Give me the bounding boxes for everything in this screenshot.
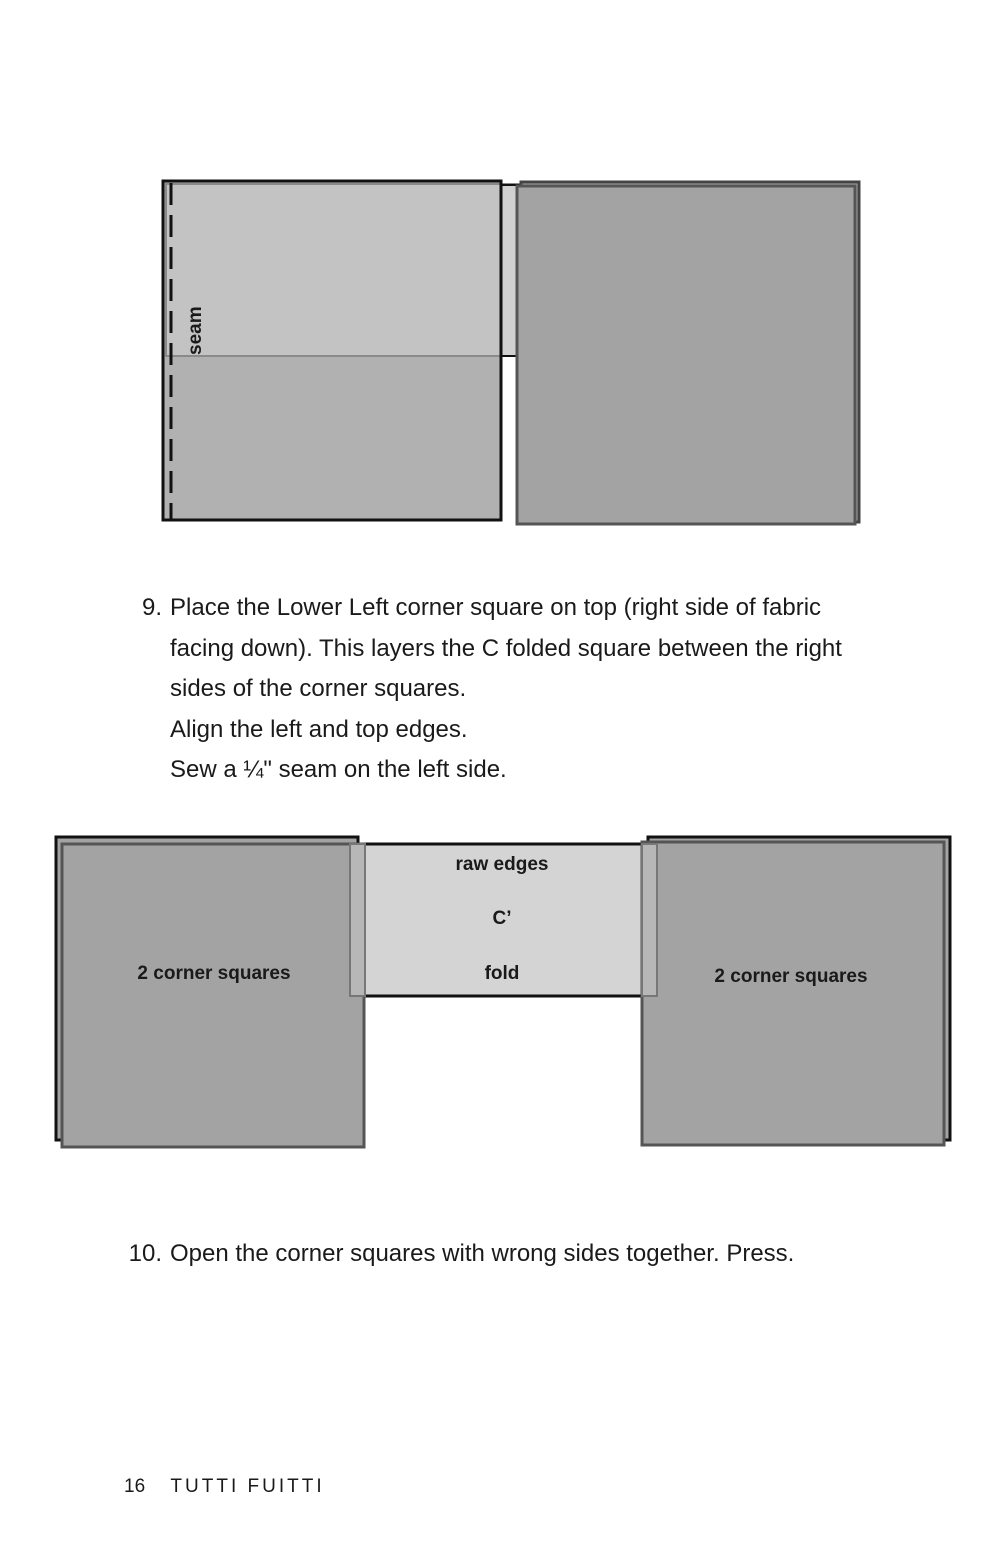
c-folded-square	[166, 184, 520, 356]
page-number: 16	[124, 1476, 146, 1497]
step-9-line-3: sides of the corner squares.	[170, 675, 467, 702]
upper-right-square	[517, 186, 855, 524]
c-prime-label: C’	[492, 908, 512, 929]
step-9	[120, 588, 900, 791]
step-10-number: 10.	[128, 1240, 162, 1267]
book-title: TUTTI FUITTI	[170, 1476, 325, 1497]
fold-label: fold	[484, 963, 520, 984]
seam-label: seam	[185, 306, 206, 355]
step-9-line-5: Sew a ¼" seam on the left side.	[170, 756, 507, 783]
right-corner-square-front	[642, 842, 944, 1145]
page-footer	[124, 1476, 325, 1498]
right-corner-squares-label: 2 corner squares	[714, 966, 868, 987]
top-diagram	[0, 170, 1000, 540]
raw-edges-label: raw edges	[455, 854, 549, 875]
step-9-line-4: Align the left and top edges.	[170, 715, 468, 743]
step-9-line-1: Place the Lower Left corner square on top (right side of fabric	[170, 594, 822, 621]
step-9-line-2: facing down). This layers the C folded square between the right	[170, 634, 842, 662]
left-corner-square-front	[62, 844, 364, 1147]
bottom-diagram	[0, 826, 1000, 1156]
step-10-text: Open the corner squares with wrong sides together. Press.	[170, 1240, 795, 1267]
step-10	[120, 1234, 900, 1275]
c-prime-right-overlap	[642, 844, 657, 996]
step-9-number: 9.	[141, 594, 162, 621]
c-prime-left-overlap	[350, 844, 365, 996]
left-corner-squares-label: 2 corner squares	[137, 963, 291, 984]
